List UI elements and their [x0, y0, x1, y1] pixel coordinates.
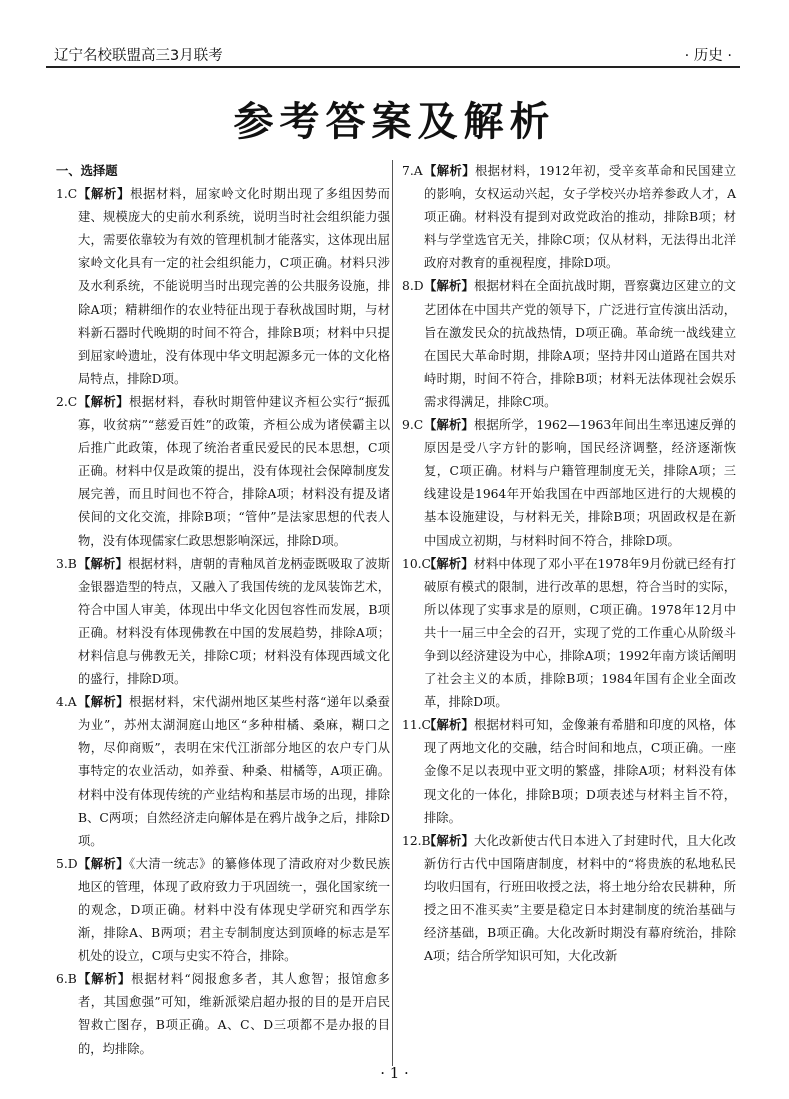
right-column [402, 160, 736, 968]
answer-item [402, 275, 736, 414]
analysis-label: 【解析】 [78, 556, 128, 571]
analysis-label: 【解析】 [78, 695, 129, 710]
answer-item [402, 414, 736, 553]
item-text: 根据材料，春秋时期管仲建议齐桓公实行“振孤寡，收贫病”“慈爱百姓”的政策，齐桓公成为诸侯霸主以后推广此政策，体现了统治者重民爱民的民本思想，C项正确。材料中仅是政策的提出，没有体现社会保障制度发展完善，而且时间也不符合，排除A项；材料没有提及诸侯间的文化交流，排除B项；“管仲”是法家思想的代表人物，没有体现儒家仁政思想影响深远，排除D项。 [78, 394, 390, 548]
item-number: 11.C [402, 718, 431, 733]
answer-item [402, 553, 736, 715]
answer-item [56, 691, 390, 853]
item-number: 8.D [402, 279, 424, 294]
item-text: 根据材料可知，金像兼有希腊和印度的风格，体现了两地文化的交融，结合时间和地点，C项正确。一座金像不足以表现中亚文明的繁盛，排除A项；材料没有体现文化的一体化，排除B项；D项表述与材料主旨不符，排除。 [424, 718, 736, 825]
analysis-label: 【解析】 [424, 279, 474, 294]
item-text: 根据材料，宋代湖州地区某些村落“递年以桑蚕为业”，苏州太湖洞庭山地区“多种柑橘、桑麻，糊口之物，尽仰商贩”，表明在宋代江浙部分地区的农户专门从事特定的农业活动，如养蚕、种桑、柑橘等，A项正确。材料中没有体现传统的产业结构和基层市场的出现，排除B、C两项；自然经济走向解体是在鸦片战争之后，排除D项。 [78, 695, 390, 848]
analysis-label: 【解析】 [424, 833, 474, 848]
analysis-label: 【解析】 [424, 164, 476, 178]
analysis-label: 【解析】 [78, 187, 131, 202]
item-text: 《大清一统志》的纂修体现了清政府对少数民族地区的管理，体现了政府致力于巩固统一，强化国家统一的观念，D项正确。材料中没有体现史学研究和西学东渐，排除A、B两项；君主专制制度达到顶峰的标志是军机处的设立，C项与史实不符合，排除。 [78, 856, 390, 964]
exam-name: 辽宁名校联盟高三3月联考 [54, 48, 223, 64]
answer-item [56, 553, 390, 692]
page-number: · 1 · [380, 1064, 409, 1082]
item-text: 根据材料，屈家岭文化时期出现了多组因势而建、规模庞大的史前水利系统，说明当时社会组织能力强大，需要依靠较为有效的管理机制才能落实，这体现出屈家岭文化具有一定的社会组织能力，C项正确。材料只涉及水利系统，不能说明当时出现完善的公共服务设施，排除A项；精耕细作的农业特征出现于春秋战国时期，与材料新石器时代晚期的时间不符合，排除B项；材料中只提到屈家岭遗址，没有体现中华文明起源多元一体的文化格局特点，排除D项。 [78, 187, 390, 386]
item-number: 2.C [56, 394, 78, 409]
item-text: 大化改新使古代日本进入了封建时代，且大化改新仿行古代中国隋唐制度，材料中的“将贵族的私地私民均收归国有，行班田收授之法，将土地分给农民耕种，所授之田不准买卖”主要是稳定日本封建制度的统治基础与经济基础，B项正确。大化改新时期没有幕府统治，排除A项；结合所学知识可知，大化改新 [424, 833, 736, 964]
item-number: 12.B [402, 833, 431, 848]
analysis-label: 【解析】 [424, 718, 474, 733]
answer-item [402, 830, 736, 969]
answer-item [56, 968, 390, 1060]
subject-label: · 历史 · [684, 48, 732, 64]
answer-item [56, 183, 390, 391]
section-heading: 一、选择题 [56, 164, 118, 178]
item-text: 材料中体现了邓小平在1978年9月份就已经有打破原有模式的限制，进行改革的思想，符合当时的实际，所以体现了实事求是的原则，C项正确。1978年12月中共十一届三中全会的召开，实现了党的工作重心从阶级斗争到以经济建设为中心，排除A项；1992年南方谈话阐明了社会主义的本质，排除B项；1984年国有企业全面改革，排除D项。 [424, 556, 736, 710]
page-header [46, 40, 740, 68]
answer-item [56, 853, 390, 968]
left-column [56, 160, 390, 1061]
column-divider [392, 160, 393, 1066]
answer-item [402, 160, 736, 275]
analysis-label: 【解析】 [424, 556, 474, 571]
item-text: 根据材料“阅报愈多者，其人愈智；报馆愈多者，其国愈强”可知，维新派梁启超办报的目的是开启民智救亡图存，B项正确。A、C、D三项都不是办报的目的，均排除。 [78, 972, 390, 1056]
analysis-label: 【解析】 [78, 394, 129, 409]
item-number: 7.A [402, 164, 423, 178]
item-number: 6.B [56, 972, 77, 987]
item-text: 根据材料在全面抗战时期，晋察冀边区建立的文艺团体在中国共产党的领导下，广泛进行宣传演出活动，旨在激发民众的抗战热情，D项正确。革命统一战线建立在国民大革命时期，排除A项；坚持井冈山道路在国共对峙时期，时间不符合，排除B项；材料无法体现社会娱乐需求得满足，排除C项。 [424, 279, 736, 409]
page-title: 参考答案及解析 [233, 99, 556, 145]
analysis-label: 【解析】 [78, 856, 129, 871]
analysis-label: 【解析】 [424, 418, 474, 433]
item-number: 4.A [56, 695, 77, 710]
item-number: 5.D [56, 856, 78, 871]
answer-item [56, 391, 390, 553]
item-text: 根据材料，1912年初，受辛亥革命和民国建立的影响，女权运动兴起，女子学校兴办培养参政人才，A项正确。材料没有提到对政党政治的推动，排除B项；材料与学堂选官无关，排除C项；仅从材料，无法得出北洋政府对教育的重视程度，排除D项。 [424, 164, 736, 271]
item-number: 10.C [402, 556, 431, 571]
item-text: 根据材料，唐朝的青釉凤首龙柄壶既吸取了波斯金银器造型的特点，又融入了我国传统的龙凤装饰艺术，符合中国人审美，体现出中华文化因包容性而发展，B项正确。材料没有体现佛教在中国的发展趋势，排除A项；材料信息与佛教无关，排除C项；材料没有体现西域文化的盛行，排除D项。 [78, 556, 390, 687]
item-number: 1.C [56, 187, 78, 202]
analysis-label: 【解析】 [78, 972, 132, 987]
answer-item [402, 714, 736, 829]
item-number: 3.B [56, 556, 77, 571]
item-number: 9.C [402, 418, 424, 433]
item-text: 根据所学，1962—1963年间出生率迅速反弹的原因是受八字方针的影响，国民经济调整，经济逐渐恢复，C项正确。材料与户籍管理制度无关，排除A项；三线建设是1964年开始我国在中西部地区进行的大规模的基本设施建设，与材料无关，排除B项；巩固政权是在新中国成立初期，与材料时间不符合，排除D项。 [424, 418, 736, 548]
